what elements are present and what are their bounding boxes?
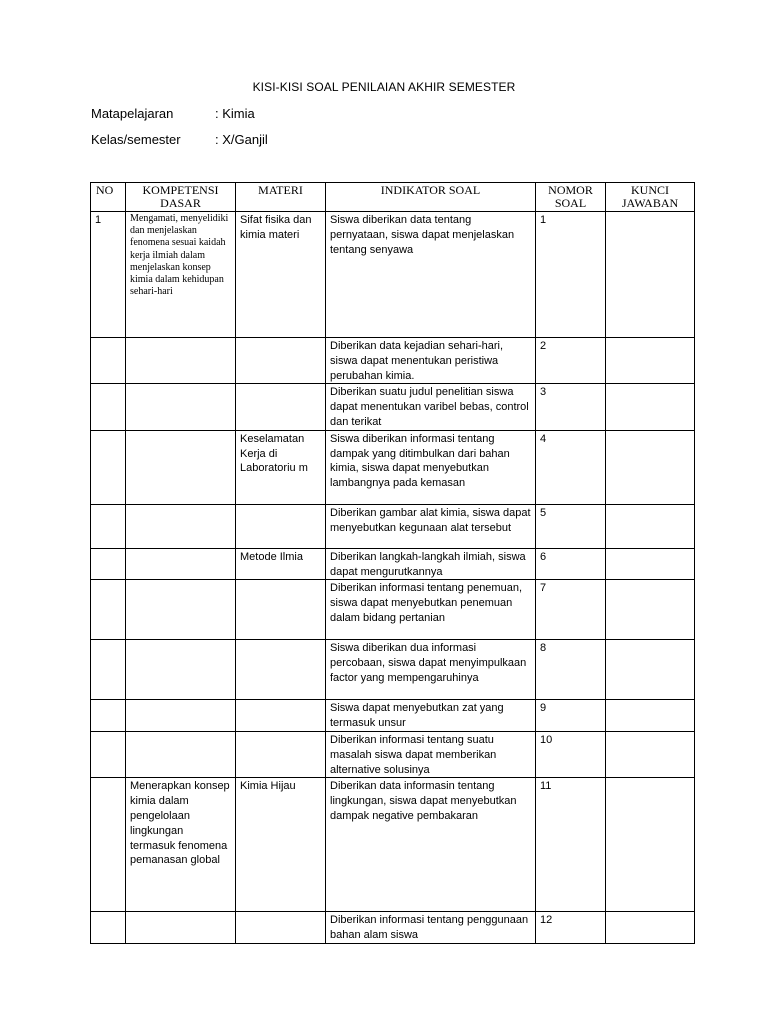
- table-row: [91, 640, 695, 700]
- cell-kompetensi-dasar: [126, 338, 236, 384]
- cell-nomor-soal: 8: [536, 640, 606, 700]
- table-row: [91, 212, 695, 338]
- meta-row-subject: [91, 106, 255, 121]
- table-row: [91, 731, 695, 777]
- cell-no: [91, 700, 126, 732]
- cell-kompetensi-dasar: Mengamati, menyelidiki dan menjelaskan fenomena sesuai kaidah kerja ilmiah dalam menjelaskan konsep kimia dalam kehidupan sehari-hari: [126, 212, 236, 338]
- cell-materi: Kimia Hijau: [236, 778, 326, 912]
- cell-nomor-soal: 5: [536, 504, 606, 548]
- cell-materi: [236, 504, 326, 548]
- cell-indikator: Diberikan langkah-langkah ilmiah, siswa dapat mengurutkannya: [326, 548, 536, 580]
- cell-kunci-jawaban: [606, 640, 695, 700]
- cell-nomor-soal: 4: [536, 430, 606, 504]
- cell-no: [91, 338, 126, 384]
- meta-label-class: Kelas/semester: [91, 132, 181, 147]
- cell-kompetensi-dasar: [126, 700, 236, 732]
- cell-kunci-jawaban: [606, 731, 695, 777]
- cell-nomor-soal: 1: [536, 212, 606, 338]
- cell-materi: [236, 384, 326, 430]
- table-row: [91, 912, 695, 944]
- meta-value-subject: : Kimia: [215, 106, 255, 121]
- cell-no: [91, 580, 126, 640]
- table-row: [91, 504, 695, 548]
- cell-no: [91, 640, 126, 700]
- cell-no: [91, 731, 126, 777]
- cell-nomor-soal: 3: [536, 384, 606, 430]
- cell-kunci-jawaban: [606, 778, 695, 912]
- cell-no: 1: [91, 212, 126, 338]
- cell-indikator: Diberikan informasi tentang penemuan, siswa dapat menyebutkan penemuan dalam bidang pertanian: [326, 580, 536, 640]
- cell-indikator: Siswa diberikan data tentang pernyataan, siswa dapat menjelaskan tentang senyawa: [326, 212, 536, 338]
- cell-materi: Sifat fisika dan kimia materi: [236, 212, 326, 338]
- cell-kunci-jawaban: [606, 384, 695, 430]
- cell-kunci-jawaban: [606, 430, 695, 504]
- cell-materi: [236, 700, 326, 732]
- header-materi: MATERI: [236, 183, 326, 212]
- cell-nomor-soal: 12: [536, 912, 606, 944]
- meta-row-class: [91, 132, 268, 147]
- cell-nomor-soal: 7: [536, 580, 606, 640]
- cell-kompetensi-dasar: [126, 548, 236, 580]
- cell-kunci-jawaban: [606, 700, 695, 732]
- table-header-row: [91, 183, 695, 212]
- header-kompetensi-dasar: KOMPETENSI DASAR: [126, 183, 236, 212]
- cell-materi: [236, 580, 326, 640]
- cell-indikator: Siswa dapat menyebutkan zat yang termasuk unsur: [326, 700, 536, 732]
- cell-materi: [236, 338, 326, 384]
- meta-label-subject: Matapelajaran: [91, 106, 174, 121]
- cell-kompetensi-dasar: [126, 580, 236, 640]
- cell-kompetensi-dasar: [126, 430, 236, 504]
- cell-materi: Metode Ilmia: [236, 548, 326, 580]
- cell-indikator: Diberikan suatu judul penelitian siswa dapat menentukan varibel bebas, control dan terikat: [326, 384, 536, 430]
- header-kunci-jawaban: KUNCI JAWABAN: [606, 183, 695, 212]
- meta-value-class: : X/Ganjil: [215, 132, 268, 147]
- table-row: [91, 430, 695, 504]
- cell-nomor-soal: 9: [536, 700, 606, 732]
- cell-no: [91, 778, 126, 912]
- cell-nomor-soal: 10: [536, 731, 606, 777]
- table-row: [91, 548, 695, 580]
- cell-kompetensi-dasar: [126, 912, 236, 944]
- kisi-kisi-table: [90, 182, 695, 944]
- table-row: [91, 338, 695, 384]
- table-row: [91, 778, 695, 912]
- header-nomor-soal: NOMOR SOAL: [536, 183, 606, 212]
- cell-materi: [236, 731, 326, 777]
- cell-indikator: Diberikan data kejadian sehari-hari, siswa dapat menentukan peristiwa perubahan kimia.: [326, 338, 536, 384]
- table-row: [91, 384, 695, 430]
- cell-indikator: Siswa diberikan informasi tentang dampak yang ditimbulkan dari bahan kimia, siswa dapat menyebutkan lambangnya pada kemasan: [326, 430, 536, 504]
- cell-kunci-jawaban: [606, 212, 695, 338]
- cell-no: [91, 384, 126, 430]
- cell-kunci-jawaban: [606, 548, 695, 580]
- cell-nomor-soal: 2: [536, 338, 606, 384]
- cell-no: [91, 430, 126, 504]
- cell-indikator: Siswa diberikan dua informasi percobaan, siswa dapat menyimpulkaan factor yang mempengaruhinya: [326, 640, 536, 700]
- cell-nomor-soal: 11: [536, 778, 606, 912]
- cell-indikator: Diberikan informasi tentang suatu masalah siswa dapat memberikan alternative solusinya: [326, 731, 536, 777]
- cell-kunci-jawaban: [606, 338, 695, 384]
- header-indikator-soal: INDIKATOR SOAL: [326, 183, 536, 212]
- table-row: [91, 580, 695, 640]
- cell-kompetensi-dasar: [126, 640, 236, 700]
- cell-kunci-jawaban: [606, 912, 695, 944]
- cell-kunci-jawaban: [606, 504, 695, 548]
- cell-kompetensi-dasar: [126, 384, 236, 430]
- cell-nomor-soal: 6: [536, 548, 606, 580]
- cell-materi: [236, 640, 326, 700]
- cell-no: [91, 548, 126, 580]
- cell-kunci-jawaban: [606, 580, 695, 640]
- cell-indikator: Diberikan informasi tentang penggunaan bahan alam siswa: [326, 912, 536, 944]
- table-row: [91, 700, 695, 732]
- cell-kompetensi-dasar: Menerapkan konsep kimia dalam pengelolaan lingkungan termasuk fenomena pemanasan global: [126, 778, 236, 912]
- cell-no: [91, 504, 126, 548]
- cell-materi: [236, 912, 326, 944]
- header-no: NO: [91, 183, 126, 212]
- document-title: KISI-KISI SOAL PENILAIAN AKHIR SEMESTER: [252, 80, 516, 94]
- cell-kompetensi-dasar: [126, 731, 236, 777]
- cell-materi: Keselamatan Kerja di Laboratoriu m: [236, 430, 326, 504]
- cell-indikator: Diberikan data informasin tentang lingkungan, siswa dapat menyebutkan dampak negative pembakaran: [326, 778, 536, 912]
- cell-indikator: Diberikan gambar alat kimia, siswa dapat menyebutkan kegunaan alat tersebut: [326, 504, 536, 548]
- cell-no: [91, 912, 126, 944]
- cell-kompetensi-dasar: [126, 504, 236, 548]
